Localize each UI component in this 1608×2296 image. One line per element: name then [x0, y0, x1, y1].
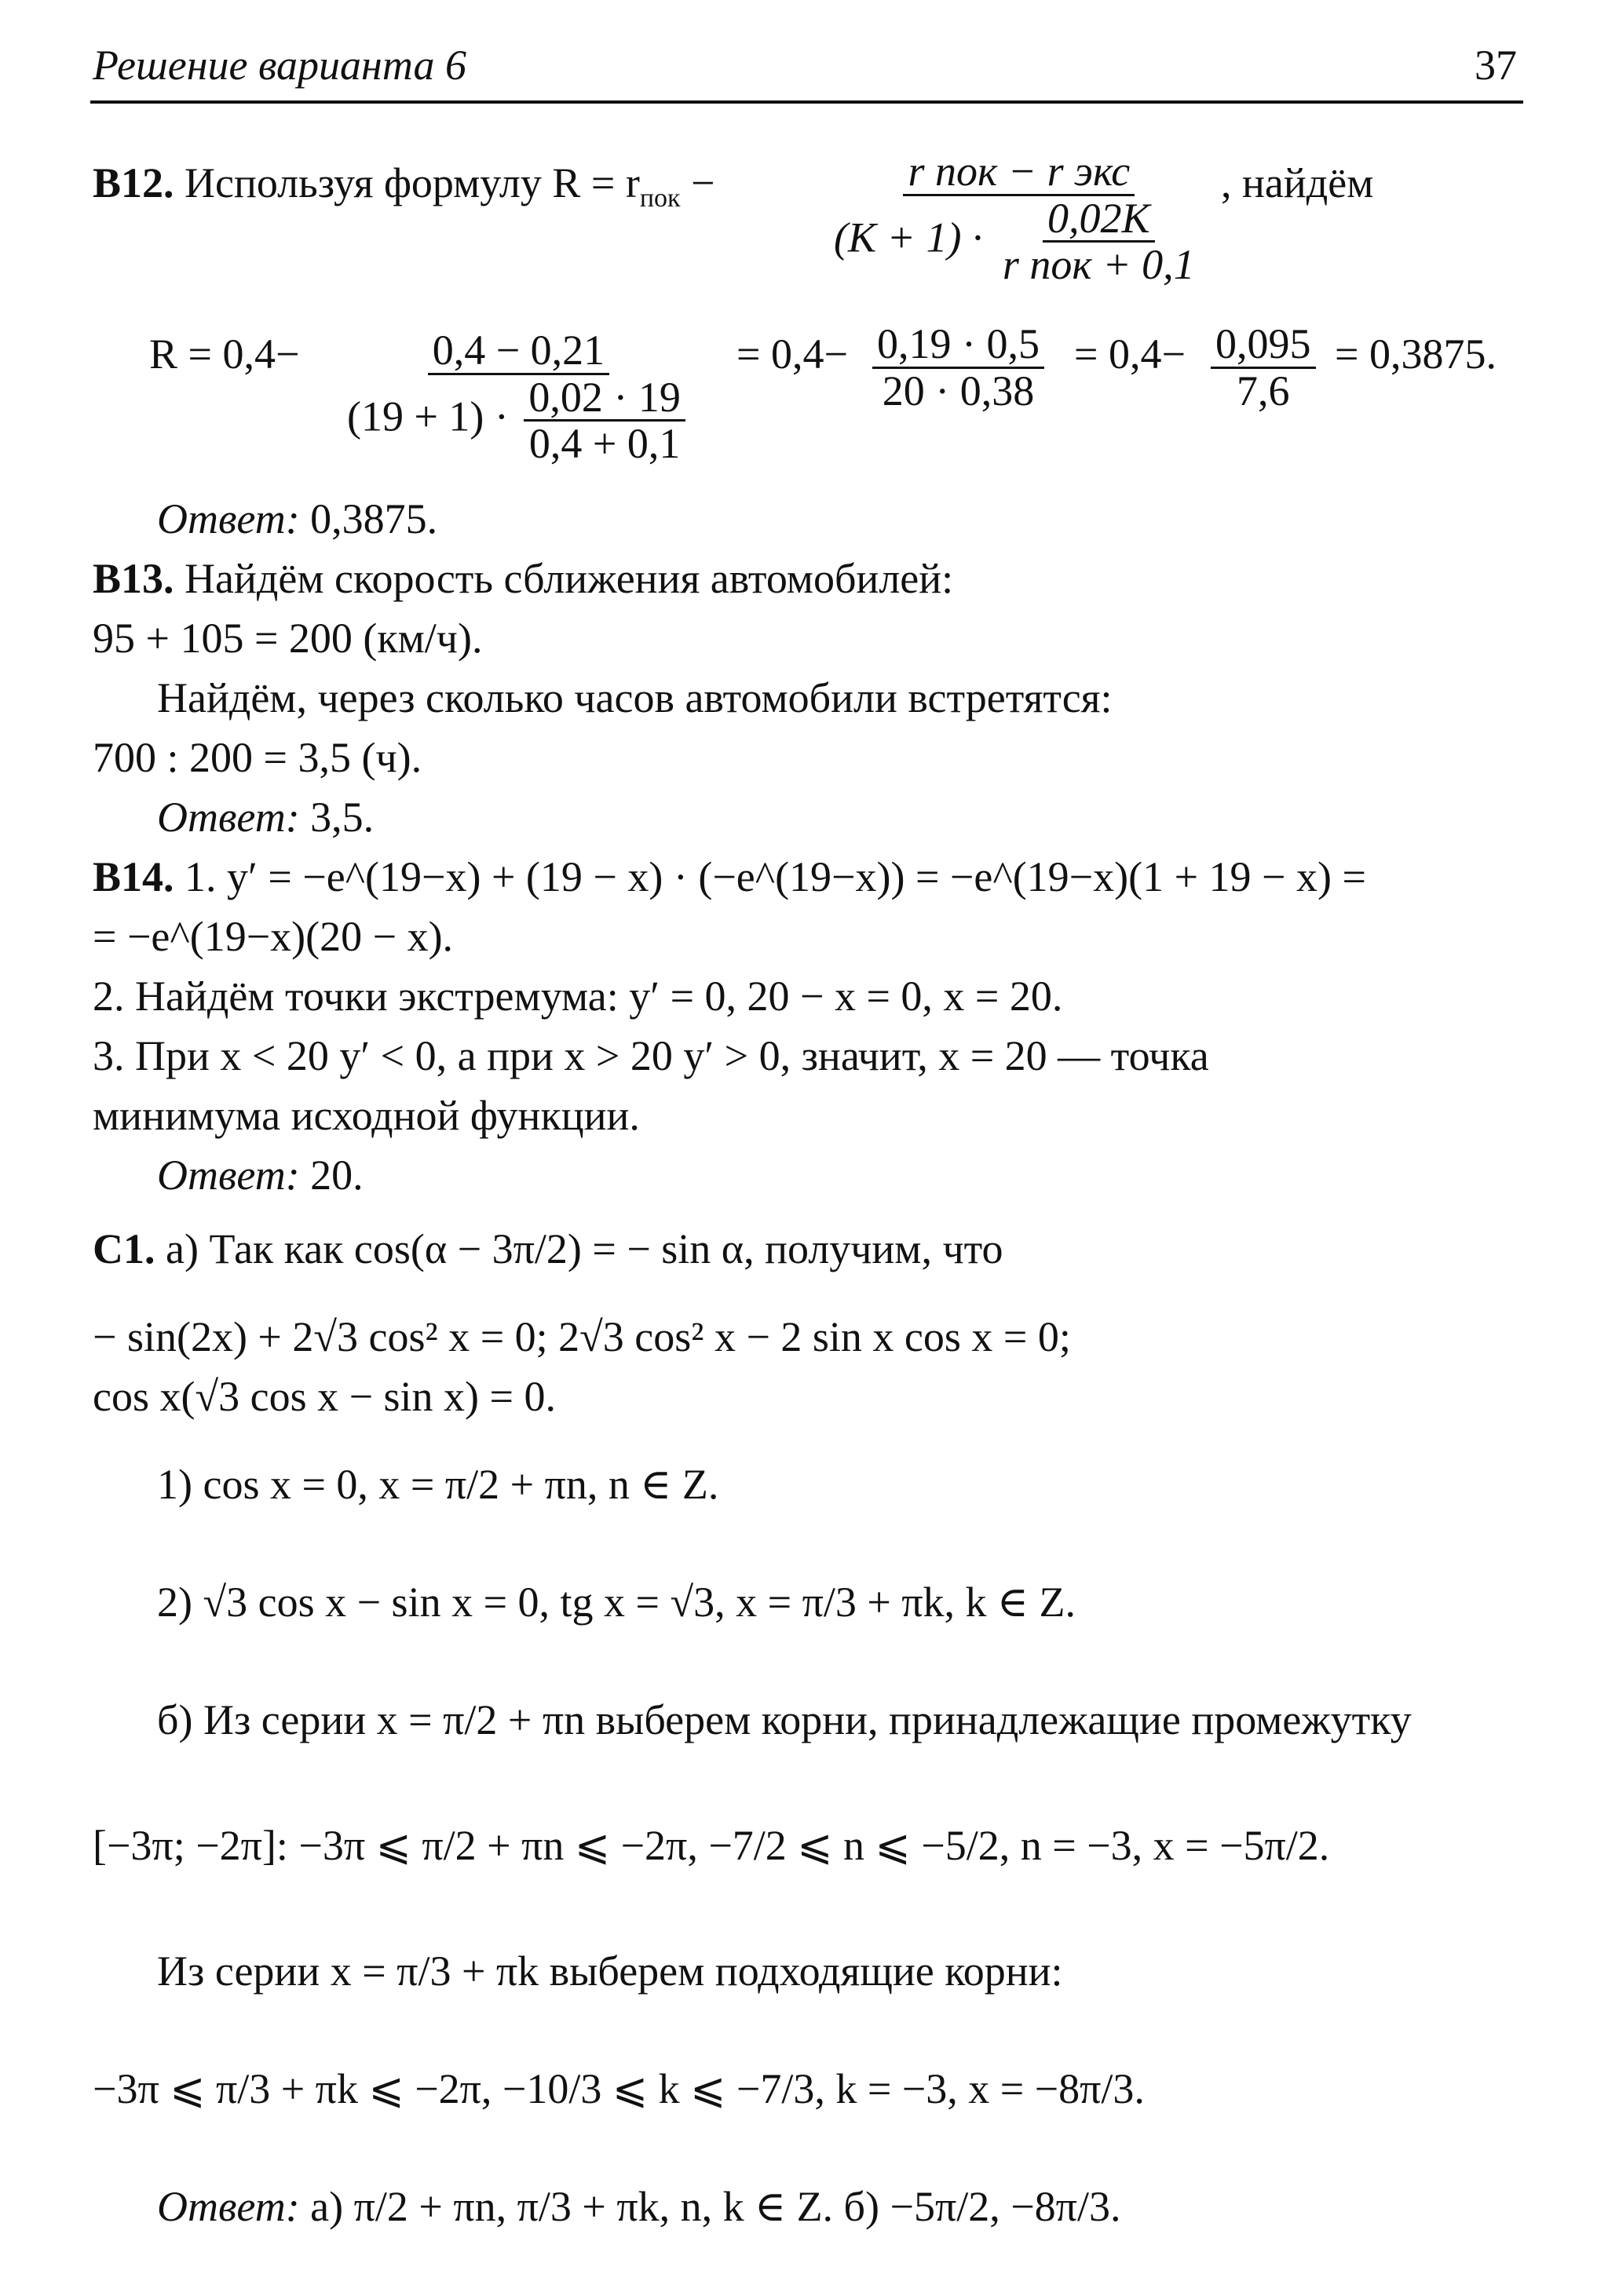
- b12-calc-f2-numerator: 0,19 · 0,5: [872, 322, 1044, 369]
- c1-line-3: cos x(√3 cos x − sin x) = 0.: [93, 1373, 556, 1420]
- b12-calc-f2-denominator: 20 · 0,38: [882, 367, 1035, 414]
- b13-answer-label: Ответ:: [157, 794, 300, 841]
- c1-b-line-3: Из серии x = π/3 + πk выберем подходящие корни:: [157, 1947, 1063, 1995]
- b13-line-3: Найдём, через сколько часов автомобили встретятся:: [157, 674, 1113, 721]
- b12-intro-tail: , найдём: [1221, 159, 1374, 206]
- b13-answer: [157, 793, 374, 841]
- b12-answer-label: Ответ:: [157, 495, 300, 542]
- b14-text-1: 1. y′ = −e^(19−x) + (19 − x) · (−e^(19−x)) = −e^(19−x)(1 + 19 − x) =: [185, 853, 1366, 900]
- b12-formula-fraction: [824, 149, 1214, 287]
- b13-answer-value: 3,5.: [310, 794, 375, 841]
- b14-line-2: = −e^(19−x)(20 − x).: [93, 913, 454, 960]
- b12-calc-eq3: = 0,4−: [1074, 330, 1186, 378]
- b13-line-2: 95 + 105 = 200 (км/ч).: [93, 615, 483, 662]
- b14-label: B14.: [93, 853, 174, 900]
- b12-calc-numerator: 0,4 − 0,21: [428, 328, 609, 375]
- c1-line-2: − sin(2x) + 2√3 cos² x = 0; 2√3 cos² x − 2 sin x cos x = 0;: [93, 1313, 1071, 1360]
- c1-label: C1.: [93, 1225, 155, 1272]
- b12-calc-inner-denominator: 0,4 + 0,1: [528, 420, 681, 468]
- b12-calc-denominator-left: (19 + 1) ·: [347, 392, 509, 440]
- b12-calc-inner-numerator: 0,02 · 19: [524, 375, 685, 422]
- b13-label: B13.: [93, 555, 174, 602]
- b12-intro-sub: пок: [639, 183, 681, 213]
- b12-intro-minus: −: [680, 159, 715, 206]
- page-number: 37: [1475, 42, 1517, 89]
- b14-line-3: 2. Найдём точки экстремума: y′ = 0, 20 − x = 0, x = 20.: [93, 973, 1063, 1020]
- b12-calc-eq2: = 0,4−: [736, 330, 848, 378]
- b12-formula-inner-numerator: 0,02K: [1043, 196, 1155, 243]
- b12-answer: [157, 495, 437, 543]
- b13-line-1: [93, 554, 953, 603]
- c1-answer-value: а) π/2 + πn, π/3 + πk, n, k ∈ Z. б) −5π/2, −8π/3.: [310, 2183, 1121, 2230]
- b14-answer-label: Ответ:: [157, 1152, 300, 1199]
- c1-case-1: 1) cos x = 0, x = π/2 + πn, n ∈ Z.: [157, 1461, 719, 1508]
- header-rule: [90, 100, 1523, 104]
- b12-calc-fraction-1: [338, 328, 700, 466]
- c1-line-1: [93, 1225, 1003, 1273]
- c1-answer: [157, 2182, 1120, 2231]
- b12-calc-lhs: R = 0,4−: [149, 330, 300, 378]
- b14-line-5: минимума исходной функции.: [93, 1092, 640, 1139]
- b12-intro-line: [93, 159, 715, 214]
- b12-formula-numerator: r пок − r экс: [903, 149, 1135, 196]
- b14-line-1: [93, 852, 1366, 901]
- b12-calc-fraction-2: [868, 322, 1049, 413]
- c1-b-line-1: б) Из серии x = π/2 + πn выберем корни, принадлежащие промежутку: [157, 1696, 1412, 1743]
- c1-b-line-2: [−3π; −2π]: −3π ⩽ π/2 + πn ⩽ −2π, −7/2 ⩽ n ⩽ −5/2, n = −3, x = −5π/2.: [93, 1822, 1330, 1869]
- b12-calc-result: = 0,3875.: [1335, 330, 1497, 378]
- b14-answer-value: 20.: [310, 1152, 364, 1199]
- b12-answer-value: 0,3875.: [310, 495, 438, 542]
- b12-calc-f3-numerator: 0,095: [1211, 322, 1316, 369]
- c1-answer-label: Ответ:: [157, 2183, 300, 2230]
- c1-case-2: 2) √3 cos x − sin x = 0, tg x = √3, x = π/3 + πk, k ∈ Z.: [157, 1579, 1076, 1626]
- running-header-title: Решение варианта 6: [93, 42, 467, 89]
- b13-line-4: 700 : 200 = 3,5 (ч).: [93, 734, 422, 781]
- b12-calc-fraction-3: [1206, 322, 1321, 413]
- b14-answer: [157, 1151, 364, 1199]
- b12-intro: Используя формулу R = r: [185, 159, 640, 206]
- b12-calc-f3-denominator: 7,6: [1237, 367, 1290, 414]
- b12-label: B12.: [93, 159, 174, 206]
- b13-text-1: Найдём скорость сближения автомобилей:: [185, 555, 954, 602]
- b14-line-4: 3. При x < 20 y′ < 0, а при x > 20 y′ > 0, значит, x = 20 — точка: [93, 1032, 1209, 1079]
- b12-formula-inner-denominator: r пок + 0,1: [1002, 241, 1195, 289]
- b12-formula-denominator-left: (K + 1) ·: [834, 214, 983, 261]
- c1-text-1: а) Так как cos(α − 3π/2) = − sin α, получим, что: [166, 1225, 1003, 1272]
- c1-b-line-4: −3π ⩽ π/3 + πk ⩽ −2π, −10/3 ⩽ k ⩽ −7/3, k = −3, x = −8π/3.: [93, 2065, 1145, 2112]
